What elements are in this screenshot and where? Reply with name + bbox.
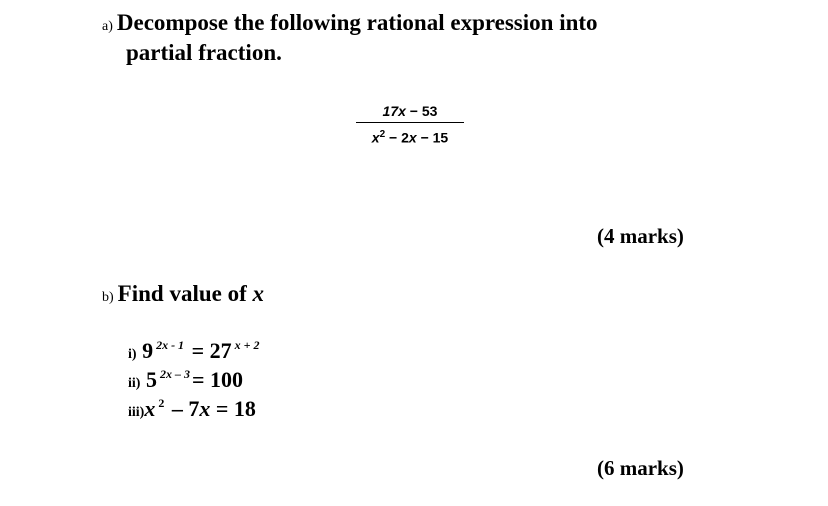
equation-i-equals: =	[191, 338, 210, 363]
question-b-marks: (6 marks)	[597, 456, 684, 480]
fraction-denominator: $x^2 - 2x - 15$	[371, 129, 449, 146]
question-a-line1	[102, 10, 598, 36]
equation-i-exponent: 2x - 1	[156, 338, 185, 352]
equation-ii-base: 5	[145, 367, 157, 392]
equation-i-label: i)	[128, 347, 137, 362]
question-a-text-line1: Decompose the following rational expression into	[116, 10, 598, 35]
fraction-bar	[356, 122, 464, 123]
equation-i	[128, 338, 261, 364]
equation-iii	[128, 396, 256, 422]
equation-iii-rest1: – 7	[166, 396, 200, 421]
question-a-text-line2: partial fraction.	[126, 40, 282, 65]
equation-iii-exponent: 2	[158, 396, 165, 410]
question-b-text: Find value of	[117, 281, 253, 306]
equation-ii	[128, 367, 243, 393]
equation-i-base2: 27	[209, 338, 232, 363]
equation-ii-exponent: 2x – 3	[159, 367, 190, 381]
equation-i-exponent2: x + 2	[234, 338, 260, 352]
equation-iii-var2: x	[199, 396, 211, 421]
question-b-label: b)	[102, 290, 114, 305]
equation-iii-rest2: = 18	[210, 396, 256, 421]
equation-iii-var: x	[144, 396, 156, 421]
question-a-label: a)	[102, 19, 113, 34]
equation-ii-rest: = 100	[191, 367, 243, 392]
question-a-marks: (4 marks)	[597, 224, 684, 248]
equation-ii-label: ii)	[128, 376, 141, 391]
equation-i-base: 9	[142, 338, 154, 363]
fraction-numerator: 17x − 53	[382, 103, 438, 119]
equation-iii-label: iii)	[128, 405, 145, 420]
question-b-variable: x	[252, 281, 264, 306]
question-b-line	[102, 281, 264, 307]
rational-expression	[356, 102, 464, 147]
